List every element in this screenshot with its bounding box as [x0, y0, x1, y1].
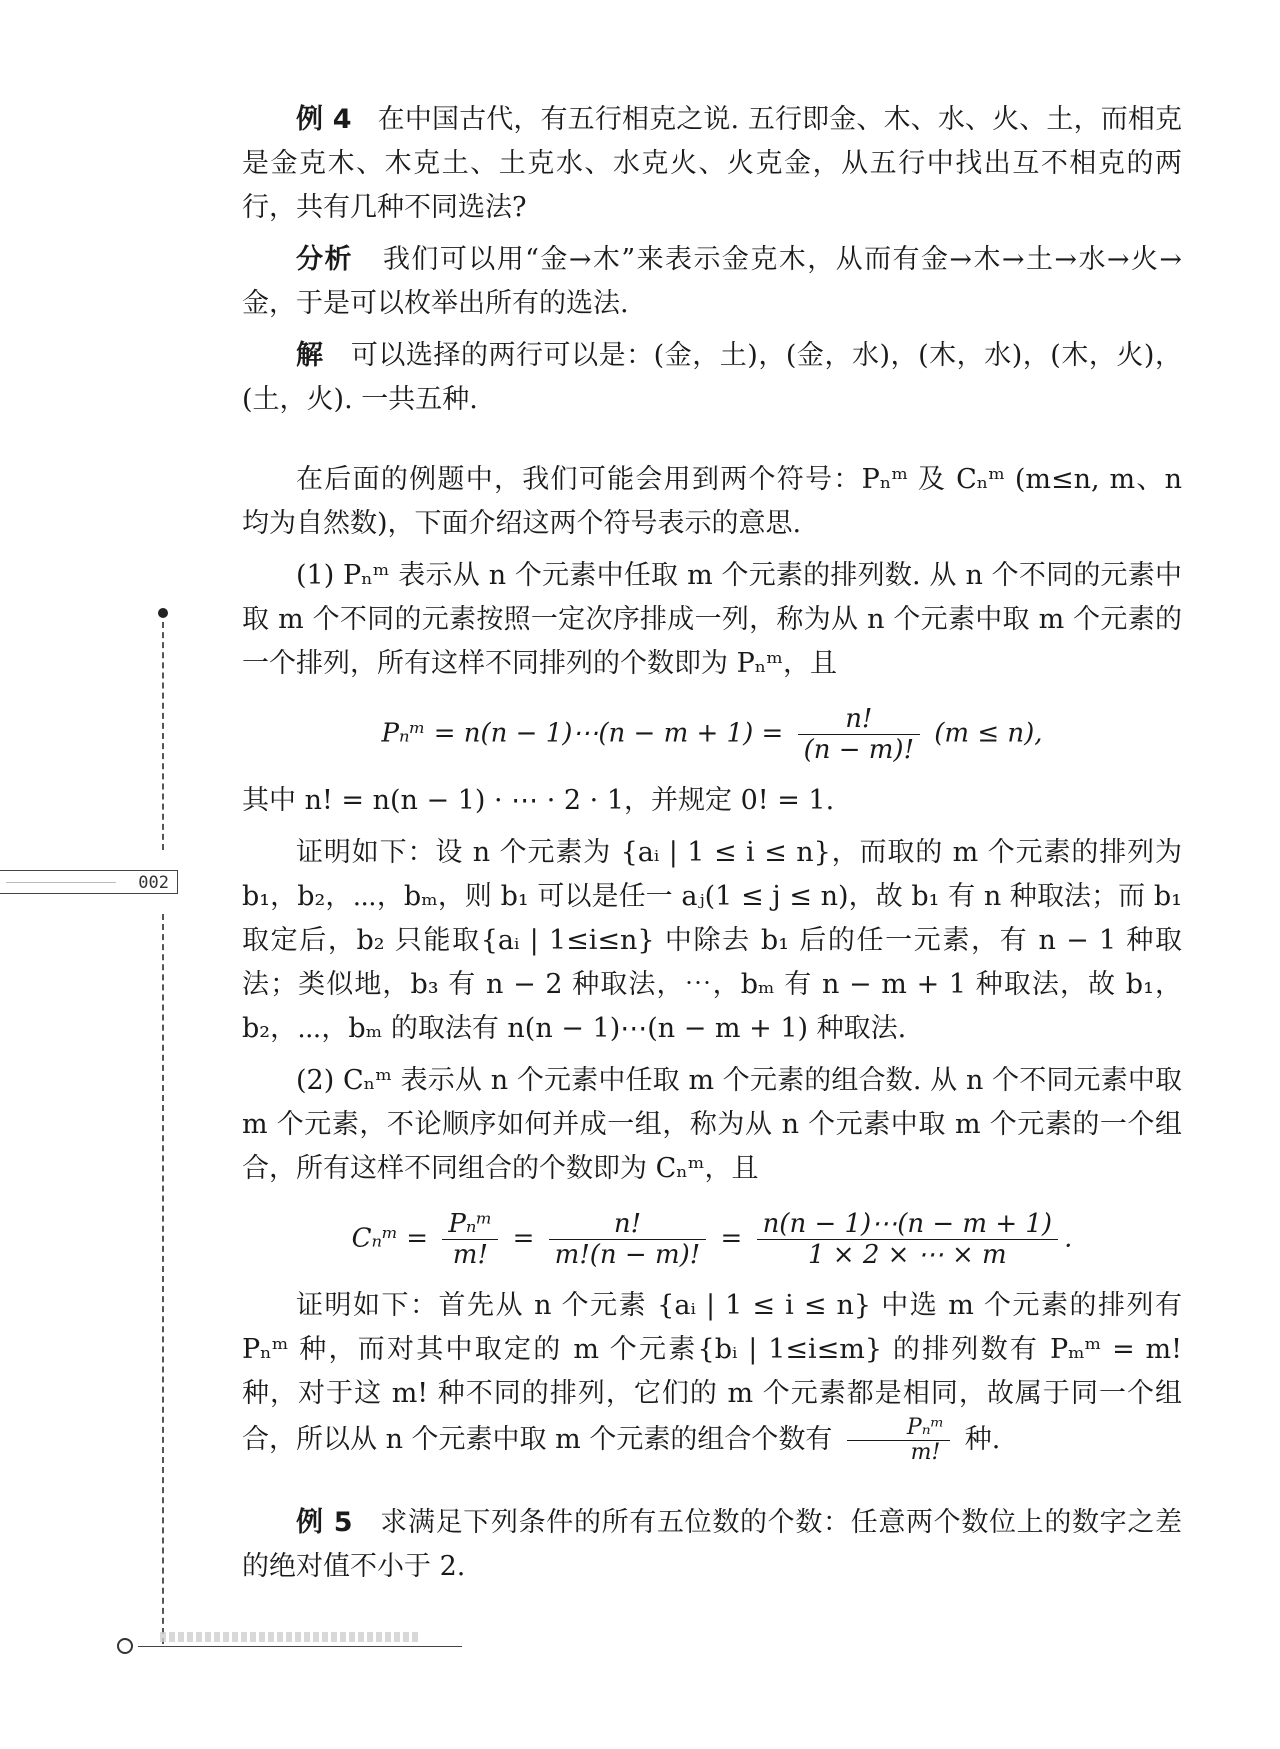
comb-fraction-1-denominator: m!	[452, 1240, 488, 1270]
equals-sign: =	[512, 1223, 535, 1254]
footer-circle	[117, 1638, 133, 1654]
comb-fraction-3-denominator: 1 × 2 × ⋯ × m	[807, 1240, 1007, 1270]
permutation-proof: 证明如下：设 n 个元素为 {aᵢ | 1 ≤ i ≤ n}，而取的 m 个元素的排列为 b₁，b₂，⋯，bₘ，则 b₁ 可以是任一 aⱼ(1 ≤ j ≤ n)，故 b₁ 有 n 种取法；而 b₁ 取定后，b₂ 只能取{aᵢ | 1≤i≤n} 中除去 b₁ 后的任一元素，有 n − 1 种取法；类似地，b₃ 有 n − 2 种取法，⋯，bₘ 有 n − m + 1 种取法，故 b₁，b₂，⋯，bₘ 的取法有 n(n − 1)⋯(n − m + 1) 种取法.	[242, 837, 1182, 1044]
permutation-definition: (1) Pₙᵐ 表示从 n 个元素中任取 m 个元素的排列数. 从 n 个不同的元素中取 m 个不同的元素按照一定次序排成一列，称为从 n 个元素中取 m 个元素的一个排列，所有这样不同排列的个数即为 Pₙᵐ，且	[242, 560, 1182, 679]
page-number-tab	[0, 870, 178, 894]
comb-formula-lhs: Cₙᵐ =	[351, 1223, 429, 1254]
permutation-formula	[242, 704, 1182, 765]
example5-text: 求满足下列条件的所有五位数的个数：任意两个数位上的数字之差的绝对值不小于 2.	[242, 1507, 1183, 1582]
example4-text: 在中国古代，有五行相克之说. 五行即金、木、水、火、土，而相克是金克木、木克土、土克水、水克火、火克金，从五行中找出互不相克的两行，共有几种不同选法?	[242, 104, 1183, 223]
margin-dot	[158, 608, 168, 618]
comb-fraction-2-denominator: m!(n − m)!	[554, 1240, 701, 1270]
footer-ornament	[160, 1632, 420, 1642]
comb-proof-fraction-denominator: m!	[910, 1440, 941, 1465]
comb-fraction-2-numerator: n!	[549, 1209, 707, 1240]
page-number: 002	[138, 873, 169, 893]
main-text	[242, 98, 1182, 1589]
margin-dashed-rule-upper	[162, 622, 164, 850]
example4-solution	[242, 334, 1182, 422]
example4-question	[242, 98, 1182, 230]
perm-formula-lhs: Pₙᵐ = n(n − 1)⋯(n − m + 1) =	[381, 718, 784, 749]
solution-text: 可以选择的两行可以是：(金，土)，(金，水)，(木，水)，(木，火)，(土，火). 一共五种.	[242, 340, 1182, 415]
example4-label: 例 4	[296, 104, 352, 135]
perm-formula-tail: (m ≤ n),	[934, 718, 1043, 749]
perm-fraction	[798, 704, 920, 765]
formula-period: .	[1064, 1223, 1073, 1254]
comb-fraction-2	[549, 1209, 707, 1270]
symbols-intro: 在后面的例题中，我们可能会用到两个符号：Pₙᵐ 及 Cₙᵐ (m≤n, m、n 均为自然数)，下面介绍这两个符号表示的意思.	[242, 464, 1182, 539]
comb-proof-text: 证明如下：首先从 n 个元素 {aᵢ | 1 ≤ i ≤ n} 中选 m 个元素的排列有 Pₙᵐ 种，而对其中取定的 m 个元素{bᵢ | 1≤i≤m} 的排列数有 Pₘᵐ = m! 种，对于这 m! 种不同的排列，它们的 m 个元素都是相同，故属于同一个组合，所以从 n 个元素中取 m 个元素的组合个数有	[242, 1290, 1182, 1455]
example5-question	[242, 1501, 1182, 1589]
comb-fraction-1	[442, 1209, 498, 1270]
comb-fraction-1-numerator: Pₙᵐ	[442, 1209, 498, 1240]
comb-fraction-3-numerator: n(n − 1)⋯(n − m + 1)	[757, 1209, 1059, 1240]
factorial-definition: 其中 n! = n(n − 1) · ⋯ · 2 · 1，并规定 0! = 1.	[242, 785, 835, 816]
comb-fraction-3	[757, 1209, 1059, 1270]
footer-rule	[138, 1646, 462, 1647]
solution-label: 解	[296, 340, 324, 371]
example5-label: 例 5	[296, 1507, 353, 1538]
comb-proof-end: 种.	[964, 1424, 1001, 1455]
analysis-text: 我们可以用“金→木”来表示金克木，从而有金→木→土→水→火→金，于是可以枚举出所有的选法.	[242, 244, 1183, 319]
combination-formula	[242, 1209, 1182, 1270]
perm-fraction-numerator: n!	[798, 704, 920, 735]
example4-analysis	[242, 238, 1182, 326]
combination-definition: (2) Cₙᵐ 表示从 n 个元素中任取 m 个元素的组合数. 从 n 个不同元素中取 m 个元素，不论顺序如何并成一组，称为从 n 个元素中取 m 个元素的一个组合，所有这样不同组合的个数即为 Cₙᵐ，且	[242, 1065, 1182, 1184]
perm-fraction-denominator: (n − m)!	[803, 735, 915, 765]
comb-proof-fraction	[847, 1416, 950, 1465]
equals-sign: =	[720, 1223, 743, 1254]
combination-proof	[242, 1284, 1182, 1465]
comb-proof-fraction-numerator: Pₙᵐ	[847, 1416, 950, 1441]
margin-dashed-rule-lower	[162, 914, 164, 1644]
analysis-label: 分析	[296, 244, 353, 275]
tab-rule	[6, 882, 116, 883]
